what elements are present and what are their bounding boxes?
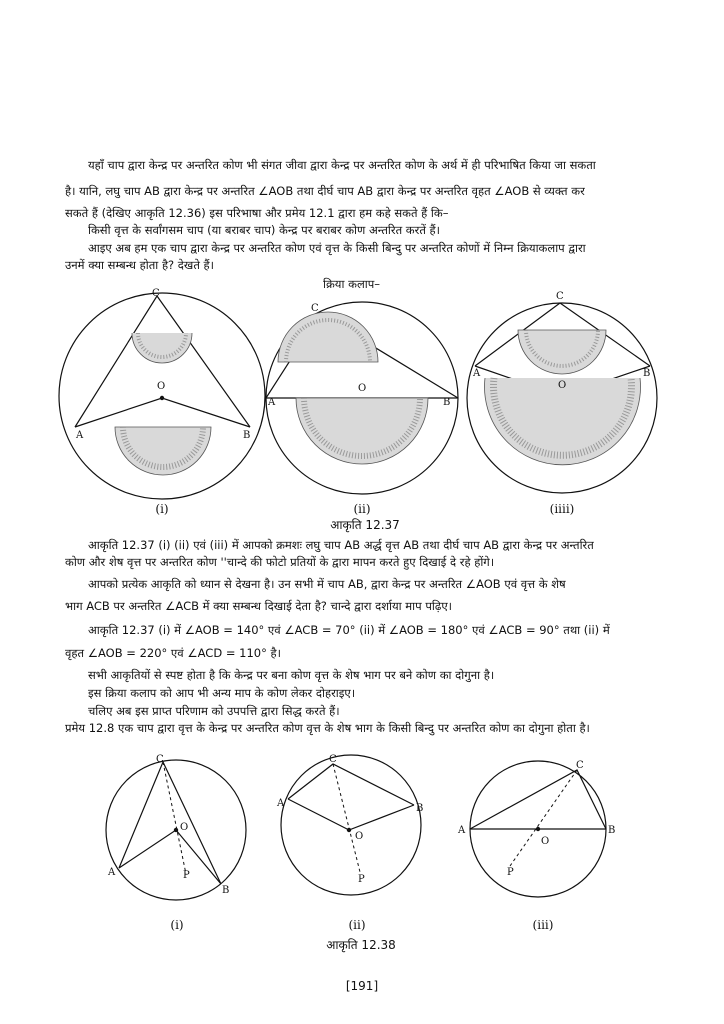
paragraph-line-6: उनमें क्या सम्बन्ध होता है? देखते हैं। [65,258,214,272]
label-C-38iii: C [576,760,584,771]
label-O-38i: O [180,822,189,833]
theorem-12-8: प्रमेय 12.8 एक चाप द्वारा वृत्त के केन्द्र पर अन्तरित कोण वृत्त के शेष भाग के किसी बिन्दु पर अन्तरित कोण का दोगुना होता है। [65,721,590,735]
paragraph-line-15: चलिए अब इस प्राप्त परिणाम को उपपत्ति द्वारा सिद्ध करते हैं। [88,704,340,718]
paragraph-line-4: किसी वृत्त के सर्वांगसम चाप (या बराबर चाप) केन्द्र पर बराबर कोण अन्तरित करतें हैं। [88,223,440,237]
paragraph-line-3: सकते हैं (देखिए आकृति 12.36) इस परिभाषा और प्रमेय 12.1 द्वारा हम कहे सकते हैं कि– [65,206,449,220]
paragraph-line-1: यहाँ चाप द्वारा केन्द्र पर अन्तरित कोण भी संगत जीवा द्वारा केन्द्र पर अन्तरित कोण के अर्थ में ही परिभाषित किया जा सकता [88,158,596,172]
label-A-ii: A [268,397,276,408]
label-C-iii: C [556,291,564,302]
figure-12-37-ii [266,302,458,494]
figure-12-38-i [106,754,246,900]
label-O-iii: O [558,380,567,391]
page-number: [191] [345,979,379,993]
paragraph-line-5: आइए अब हम एक चाप द्वारा केन्द्र पर अन्तरित कोण एवं वृत्त के किसी बिन्दु पर अन्तरित कोणों में निम्न क्रियाकलाप द्वारा [88,241,586,255]
paragraph-line-2: है। यानि, लघु चाप AB द्वारा केन्द्र पर अन्तरित ∠AOB तथा दीर्घ चाप AB द्वारा केन्द्र पर अन्तरित वृहत ∠AOB से व्यक्त कर [65,184,585,198]
label-C-38i: C [156,754,164,765]
figure-12-37-i [59,288,265,499]
figure-12-37-iii [467,291,657,493]
activity-title: क्रिया कलाप– [323,277,381,291]
label-B-i: B [243,430,251,441]
fig37-caption: आकृति 12.37 [330,518,400,532]
fig38-sub-ii: (ii) [348,918,366,932]
label-P-38iii: P [507,867,514,878]
label-O-38ii: O [355,831,364,842]
label-P-38i: P [183,870,190,881]
figure-12-38-iii [457,760,615,897]
label-A-38ii: A [277,798,285,809]
figure-12-38-ii [276,754,423,895]
label-C-ii: C [311,303,319,314]
fig38-sub-i: (i) [170,918,184,932]
fig38-sub-iii: (iii) [532,918,554,932]
fig37-sub-iii: (iiii) [549,502,575,516]
fig37-sub-i: (i) [155,502,169,516]
paragraph-line-14: इस क्रिया कलाप को आप भी अन्य माप के कोण लेकर दोहराइए। [88,686,356,700]
paragraph-line-10: भाग ACB पर अन्तरित ∠ACB में क्या सम्बन्ध दिखाई देता है? चान्दे द्वारा दर्शाया माप पढ़िए। [65,599,453,613]
fig37-sub-ii: (ii) [353,502,371,516]
label-O-ii: O [358,383,367,394]
paragraph-line-12: वृहत ∠AOB = 220° एवं ∠ACD = 110° है। [65,646,281,660]
label-P-38ii: P [358,874,365,885]
label-O-38iii: O [541,836,550,847]
label-O-i: O [157,381,166,392]
label-A-i: A [76,430,84,441]
label-B-ii: B [443,397,451,408]
paragraph-line-11: आकृति 12.37 (i) में ∠AOB = 140° एवं ∠ACB = 70° (ii) में ∠AOB = 180° एवं ∠ACB = 90° तथा (ii) में [88,623,610,637]
label-B-iii: B [643,368,651,379]
label-A-38iii: A [458,825,466,836]
paragraph-line-13: सभी आकृतियों से स्पष्ट होता है कि केन्द्र पर बना कोण वृत्त के शेष भाग पर बने कोण का दोगुना है। [88,668,495,682]
paragraph-line-7: आकृति 12.37 (i) (ii) एवं (iii) में आपको क्रमशः लघु चाप AB अर्द्ध वृत्त AB तथा दीर्घ चाप AB द्वारा केन्द्र पर अन्तरित [88,538,594,552]
label-A-38i: A [108,867,116,878]
label-B-38iii: B [608,825,616,836]
paragraph-line-9: आपको प्रत्येक आकृति को ध्यान से देखना है। उन सभी में चाप AB, द्वारा केन्द्र पर अन्तरित ∠AOB एवं वृत्त के शेष [88,577,566,591]
label-B-38i: B [222,885,230,896]
label-C-i: C [152,288,160,299]
label-A-iii: A [473,368,481,379]
label-C-38ii: C [329,754,337,765]
label-B-38ii: B [416,803,424,814]
paragraph-line-8: कोण और शेष वृत्त पर अन्तरित कोण ''चान्दे की फोटो प्रतियों के द्वारा मापन करते हुए दिखाई दे रहे होंगे। [65,555,495,569]
fig38-caption: आकृति 12.38 [326,938,396,952]
